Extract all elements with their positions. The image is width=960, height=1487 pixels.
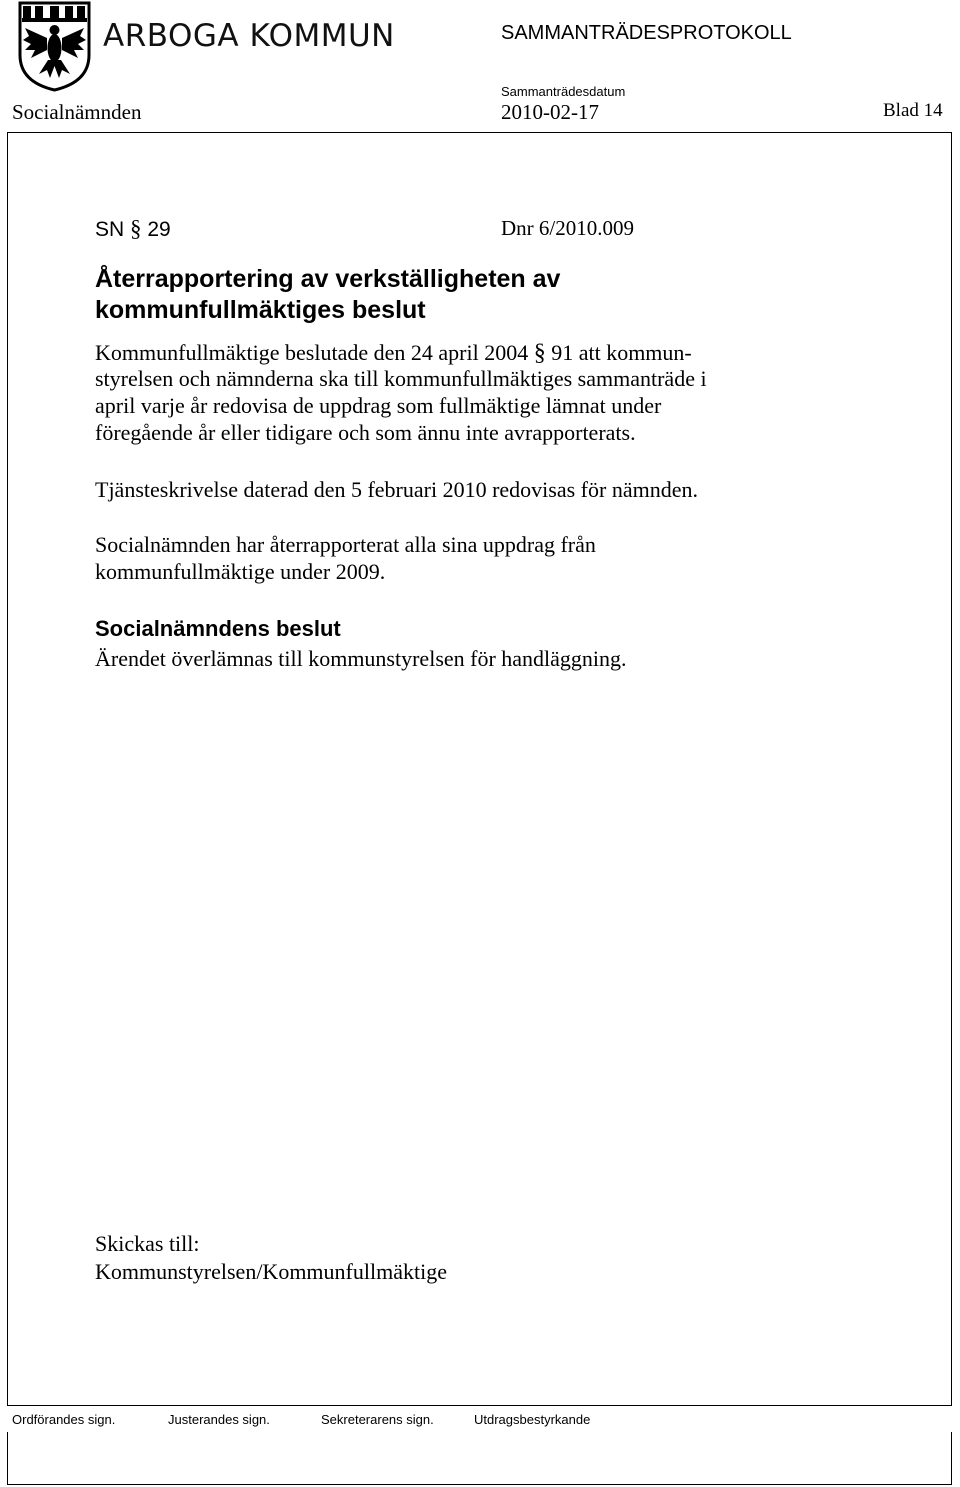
sheet-number: Blad 14 bbox=[883, 100, 943, 121]
paragraph-3-line-2: kommunfullmäktige under 2009. bbox=[95, 559, 386, 584]
paragraph-1-line-1-post: 91 att kommun- bbox=[551, 340, 692, 365]
paragraph-1-line-1 bbox=[95, 340, 692, 367]
municipality-name: ARBOGA KOMMUN bbox=[103, 18, 395, 54]
paragraph-1-line-1-pre: Kommunfullmäktige beslutade den 24 april 2004 bbox=[95, 340, 529, 365]
secretary-signature-label: Sekreterarens sign. bbox=[321, 1412, 434, 1427]
signature-box bbox=[7, 1432, 952, 1485]
adjuster-signature-label: Justerandes sign. bbox=[168, 1412, 270, 1427]
decision-heading: Socialnämndens beslut bbox=[95, 616, 341, 641]
case-title-line-2: kommunfullmäktiges beslut bbox=[95, 296, 426, 324]
recipients: Kommunstyrelsen/Kommunfullmäktige bbox=[95, 1259, 447, 1284]
chair-signature-label: Ordförandes sign. bbox=[12, 1412, 116, 1427]
section-sign: § bbox=[533, 340, 546, 366]
decision-text: Ärendet överlämnas till kommunstyrelsen för handläggning. bbox=[95, 646, 627, 671]
case-title-line-1: Återrapportering av verkställigheten av bbox=[95, 265, 561, 293]
paragraph-1-line-3: april varje år redovisa de uppdrag som fullmäktige lämnat under bbox=[95, 393, 662, 418]
paragraph-2: Tjänsteskrivelse daterad den 5 februari 2010 redovisas för nämnden. bbox=[95, 477, 698, 502]
certifier-label: Utdragsbestyrkande bbox=[474, 1412, 591, 1427]
recipients-label: Skickas till: bbox=[95, 1231, 200, 1256]
paragraph-3-line-1: Socialnämnden har återrapporterat alla sina uppdrag från bbox=[95, 532, 596, 557]
case-number bbox=[95, 216, 171, 242]
coat-of-arms-icon bbox=[17, 0, 92, 92]
diary-number: Dnr 6/2010.009 bbox=[501, 216, 634, 240]
section-sign: § bbox=[130, 216, 142, 241]
meeting-date: 2010-02-17 bbox=[501, 100, 599, 124]
paragraph-1-line-4: föregående år eller tidigare och som ännu inte avrapporterats. bbox=[95, 420, 636, 445]
paragraph-1-line-2: styrelsen och nämnderna ska till kommunfullmäktiges sammanträde i bbox=[95, 366, 707, 391]
case-prefix: SN bbox=[95, 218, 125, 241]
case-number-value: 29 bbox=[147, 218, 171, 241]
meeting-date-label: Sammanträdesdatum bbox=[501, 84, 626, 99]
footer-divider bbox=[7, 1405, 952, 1406]
committee-name: Socialnämnden bbox=[12, 100, 142, 124]
document-type: SAMMANTRÄDESPROTOKOLL bbox=[501, 22, 792, 44]
